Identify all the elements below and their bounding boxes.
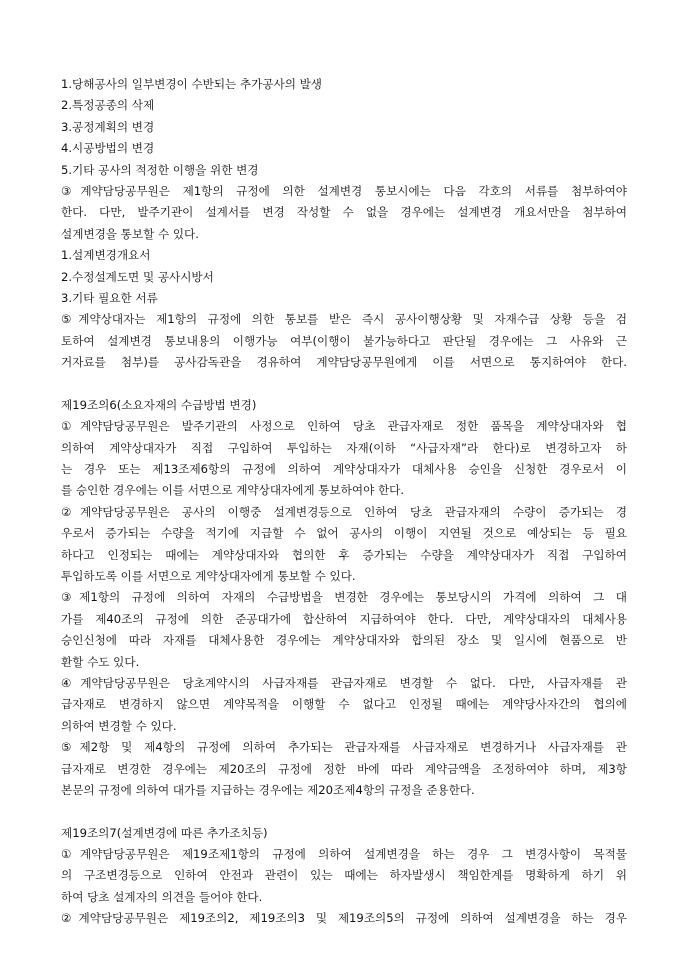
paragraph-line: 의하여 계약상대자가 직접 구입하여 투입하는 자재(이하 “사급자재”라 한다)로 변경하고자 하 <box>61 440 627 455</box>
list-item: 2.특정공종의 삭제 <box>61 98 155 113</box>
paragraph-line: 환할 수도 있다. <box>61 654 140 669</box>
list-item: 1.당해공사의 일부변경이 수반되는 추가공사의 발생 <box>61 77 322 91</box>
paragraph-line: 는 경우 또는 제13조제6항의 규정에 의하여 계약상대자가 대체사용 승인을 신청한 경우로서 이 <box>61 462 627 477</box>
list-item: 1.설계변경개요서 <box>61 248 151 263</box>
paragraph-line: ③계약담당공무원은 제1항의 규정에 의한 설계변경 통보시에는 다음 각호의 서류를 첨부하여야 <box>61 183 627 198</box>
paragraph-line: 토하여 설계변경 통보내용의 이행가능 여부(이행이 불가능하다고 판단될 경우에는 그 사유와 근 <box>61 333 627 348</box>
paragraph-line: 거자료를 첨부)를 공사감독관을 경유하여 계약담당공무원에게 이를 서면으로 통지하여야 한다. <box>61 355 627 370</box>
blank-line <box>61 801 627 822</box>
paragraph-line: 급자재로 변경한 경우에는 제20조의 규정에 정한 바에 따라 계약금액을 조정하여야 하며, 제3항 <box>61 761 627 776</box>
paragraph-line: 한다. 다만, 발주기관이 설계서를 변경 작성할 수 없을 경우에는 설계변경 개요서만을 첨부하여 <box>61 205 627 220</box>
paragraph-line: ①계약담당공무원은 제19조제1항의 규정에 의하여 설계변경을 하는 경우 그 변경사항이 목적물 <box>61 847 627 862</box>
paragraph-line: 투입하도록 이를 서면으로 계약상대자에게 통보할 수 있다. <box>61 568 356 583</box>
list-item: 3.공정계획의 변경 <box>61 119 155 134</box>
paragraph-line: 승인신청에 따라 자재를 대체사용한 경우에는 계약상대자와 합의된 장소 및 일시에 현품으로 반 <box>61 633 627 648</box>
paragraph-line: ③제1항의 규정에 의하여 자재의 수급방법을 변경한 경우에는 통보당시의 가격에 의하여 그 대 <box>61 590 627 605</box>
paragraph-line: 를 승인한 경우에는 이를 서면으로 계약상대자에게 통보하여야 한다. <box>61 483 405 498</box>
paragraph-line: ①계약담당공무원은 발주기관의 사정으로 인하여 당초 관급자재로 정한 품목을 계약상대자와 협 <box>61 419 627 434</box>
list-item: 3.기타 필요한 서류 <box>61 290 158 305</box>
document-page <box>61 74 627 930</box>
paragraph-line: 하다고 인정되는 때에는 계약상대자와 협의한 후 증가되는 수량을 계약상대자가 직접 구입하여 <box>61 547 627 562</box>
list-item: 4.시공방법의 변경 <box>61 141 155 156</box>
blank-line <box>61 373 627 394</box>
list-item: 2.수정설계도면 및 공사시방서 <box>61 269 214 284</box>
paragraph-line: 우로서 증가되는 수량을 적기에 지급할 수 없어 공사의 이행이 지연될 것으로 예상되는 등 필요 <box>61 526 627 541</box>
paragraph-line: ②계약담당공무원은 공사의 이행중 설계변경등으로 인하여 당초 관급자재의 수량이 증가되는 경 <box>61 504 627 519</box>
paragraph-line: 하여 당초 설계자의 의견을 들어야 한다. <box>61 889 263 904</box>
paragraph-line: ⑤계약상대자는 제1항의 규정에 의한 통보를 받은 즉시 공사이행상황 및 자재수급 상황 등을 검 <box>61 312 627 327</box>
paragraph-line: ⑤제2항 및 제4항의 규정에 의하여 추가되는 관급자재를 사급자재로 변경하거나 사급자재를 관 <box>61 740 627 755</box>
paragraph-line: 설계변경을 통보할 수 있다. <box>61 226 199 241</box>
paragraph-line: 의하여 변경할 수 있다. <box>61 718 177 733</box>
paragraph-line: 의 구조변경등으로 인하여 안전과 관련이 있는 때에는 하자발생시 책임한계를 명확하게 하기 위 <box>61 868 627 883</box>
section-heading: 제19조의6(소요자재의 수급방법 변경) <box>61 397 257 412</box>
paragraph-line: 본문의 규정에 의하여 대가를 지급하는 경우에는 제20조제4항의 규정을 준용한다. <box>61 782 475 797</box>
paragraph-line: 급자재로 변경하지 않으면 계약목적을 이행할 수 없다고 인정될 때에는 계약당사자간의 협의에 <box>61 697 627 712</box>
paragraph-line: ④계약담당공무원은 당초계약시의 사급자재를 관급자재로 변경할 수 없다. 다만, 사급자재를 관 <box>61 675 627 690</box>
list-item: 5.기타 공사의 적정한 이행을 위한 변경 <box>61 162 259 177</box>
paragraph-line: ②계약담당공무원은 제19조의2, 제19조의3 및 제19조의5의 규정에 의하여 설계변경을 하는 경우 <box>61 911 627 926</box>
paragraph-line: 가를 제40조의 규정에 의한 준공대가에 합산하여 지급하여야 한다. 다만, 계약상대자의 대체사용 <box>61 611 627 626</box>
section-heading: 제19조의7(설계변경에 따른 추가조치등) <box>61 825 268 840</box>
